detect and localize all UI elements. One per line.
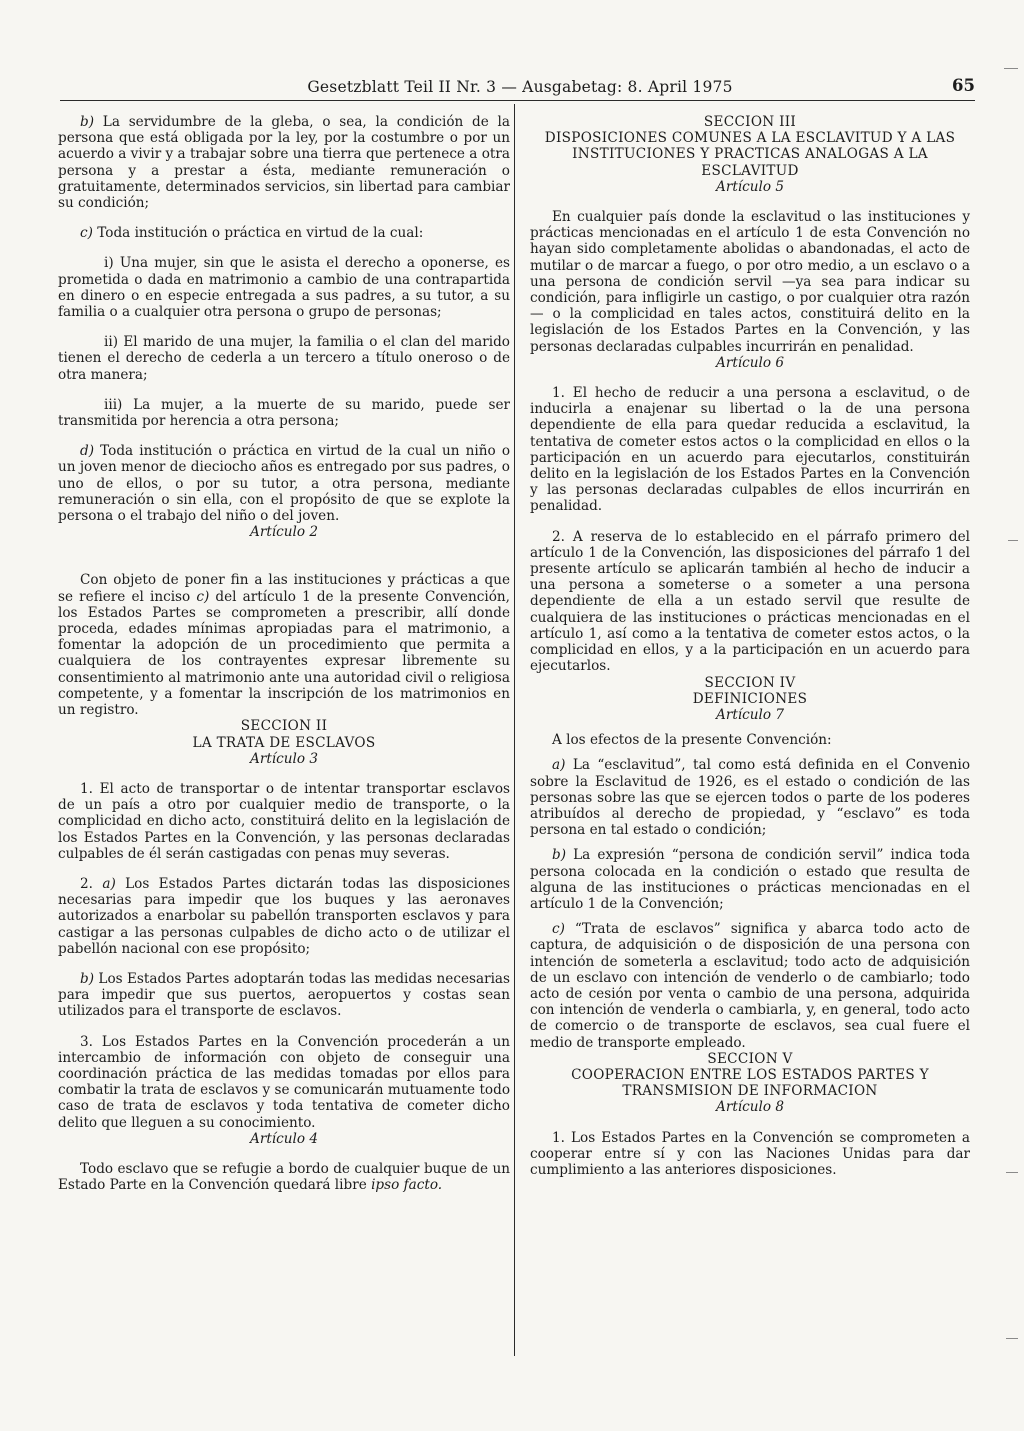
article-2-text: Con objeto de poner fin a las instituciones y prácticas a que se refiere el inciso c) del artículo 1 de la presente Convención, los Estados Partes se comprometen a prescribir, allí donde proceda, edades mínimas apropiadas para el matrimonio, a fomentar la adopción de un procedimiento que permita a cualquiera de los contrayentes expresar libremente su consentimiento al matrimonio ante una autoridad civil o religiosa competente, y a fomentar la inscripción de los matrimonios en un registro.	[58, 572, 511, 719]
left-column	[58, 114, 510, 1193]
paragraph-b: b) La servidumbre de la gleba, o sea, la condición de la persona que está obligada por la ley, por la costumbre o por un acuerdo a vivir y a trabajar sobre una tierra que pertenece a otra persona y a prestar a ésta, mediante remuneración o gratuitamente, determinados servicios, sin libertad para cambiar su condición;	[58, 114, 510, 212]
article-6-para-1: 1. El hecho de reducir a una persona a esclavitud, o de inducirla a enajenar su libertad o la de una persona dependiente de ella para quedar reducida a esclavitud, la tentativa de cometer estos actos o la complicidad en ellos o la participación en un acuerdo para ejecutarlos, constituirán delito en la legislación de los Estados Partes en la Convención y las personas declaradas culpables de ellos incurrirán en penalidad.	[530, 385, 970, 515]
section-2-heading: SECCION II	[240, 718, 328, 735]
section-3-heading: SECCION III	[703, 114, 797, 130]
article-4-title: Artículo 4	[250, 1130, 318, 1147]
section-5-title: COOPERACION ENTRE LOS ESTADOS PARTES Y TRANSMISION DE INFORMACION	[571, 1066, 929, 1100]
article-5-title: Artículo 5	[716, 178, 784, 195]
article-3-title: Artículo 3	[250, 750, 318, 767]
right-column	[530, 114, 970, 1178]
article-8-title: Artículo 8	[716, 1099, 784, 1116]
article-7-a: a) La “esclavitud”, tal como está definida en el Convenio sobre la Esclavitud de 1926, es el estado o condición de las personas sobre las que se ejercen todos o parte de los poderes atribuídos al derecho de propiedad, y “esclavo” es toda persona en tal estado o condición;	[530, 757, 971, 839]
section-4-heading: SECCION IV	[704, 674, 796, 691]
article-5-text: En cualquier país donde la esclavitud o las instituciones y prácticas mencionadas en el artículo 1 de esta Convención no hayan sido completamente abolidas o abandonadas, el acto de mutilar o de marcar a fuego, o por otro medio, a un esclavo o a una persona de condición servil —ya sea para indicar su condición, para infligirle un castigo, o por cualquier otra razón — o la complicidad en tales actos, constituirá delito en la legislación de los Estados Partes en la Convención, y las personas declaradas culpables incurrirán en penalidad.	[530, 209, 970, 355]
article-3-para-2a: 2. a) Los Estados Partes dictarán todas las disposiciones necesarias para impedir que los buques y las aeronaves autorizados a enarbolar su pabellón transporten esclavos y para castigar a las personas culpables de dicho acto o de utilizar el pabellón nacional con ese propósito;	[58, 875, 510, 957]
article-2-title: Artículo 2	[250, 524, 318, 541]
scan-mark	[1008, 540, 1018, 541]
paragraph-c-iii: iii) La mujer, a la muerte de su marido, puede ser transmitida por herencia a otra persona;	[58, 396, 510, 430]
article-6-title: Artículo 6	[716, 354, 784, 371]
section-4-title: DEFINICIONES	[692, 690, 808, 707]
scan-mark	[1004, 68, 1018, 69]
paragraph-c-i: i) Una mujer, sin que le asista el derecho a oponerse, es prometida o dada en matrimonio a cambio de una contrapartida en dinero o en especie entregada a sus padres, a su tutor, a su familia o a cualquier otra persona o grupo de personas;	[58, 255, 510, 321]
scan-mark	[1006, 1172, 1018, 1173]
scan-mark	[1006, 1338, 1018, 1339]
column-divider	[514, 104, 515, 1356]
article-7-intro: A los efectos de la presente Convención:	[552, 732, 832, 749]
paragraph-c-ii: ii) El marido de una mujer, la familia o el clan del marido tienen el derecho de cederla a un tercero a título oneroso o de otra manera;	[58, 334, 510, 383]
article-4-text: Todo esclavo que se refugie a bordo de cualquier buque de un Estado Parte en la Convención quedará libre ipso facto.	[58, 1160, 510, 1194]
header-rule	[60, 100, 975, 101]
article-6-para-2: 2. A reserva de lo establecido en el párrafo primero del artículo 1 de la Convención, las disposiciones del párrafo 1 del presente artículo se aplicarán también al hecho de inducir a una persona a someterse o a someter a una persona dependiente de ella a un estado servil que resulte de cualquiera de las instituciones o prácticas mencionadas en el artículo 1, así como a la tentativa de cometer estos actos, o la complicidad en ellos, y a la participación en un acuerdo para ejecutarlos.	[530, 528, 970, 675]
article-7-c: c) “Trata de esclavos” significa y abarca todo acto de captura, de adquisición o de disposición de una persona con intención de someterla a esclavitud; todo acto de adquisición de un esclavo con intención de venderlo o de cambiarlo; todo acto de cesión por venta o cambio de una persona, adquirida con intención de venderla o cambiarla, y, en general, todo acto de comercio o de transporte de esclavos, sea cual fuere el medio de transporte empleado.	[530, 921, 970, 1051]
article-7-title: Artículo 7	[716, 706, 784, 723]
article-3-para-2b: b) Los Estados Partes adoptarán todas las medidas necesarias para impedir que sus puertos, aeropuertos y costas sean utilizados para el transporte de esclavos.	[58, 970, 511, 1020]
section-3-title: DISPOSICIONES COMUNES A LA ESCLAVITUD Y A LAS INSTITUCIONES Y PRACTICAS ANALOGAS A LA ESCLAVITUD	[544, 130, 956, 179]
article-3-para-3: 3. Los Estados Partes en la Convención procederán a un intercambio de información con objeto de conseguir una coordinación práctica de las medidas tomadas por ellos para combatir la trata de esclavos y se comunicarán mutuamente todo caso de trata de esclavos y toda tentativa de cometer dicho delito que lleguen a su conocimiento.	[58, 1033, 510, 1131]
paragraph-c: c) Toda institución o práctica en virtud de la cual:	[80, 225, 424, 242]
section-2-title: LA TRATA DE ESCLAVOS	[192, 734, 376, 751]
article-8-para-1: 1. Los Estados Partes en la Convención se comprometen a cooperar entre sí y con las Naciones Unidas para dar cumplimiento a las anteriores disposiciones.	[530, 1129, 970, 1178]
page-number: 65	[952, 76, 975, 95]
article-7-b: b) La expresión “persona de condición servil” indica toda persona colocada en la condición o estado que resulta de alguna de las instituciones o prácticas mencionadas en el artículo 1 de la Convención;	[530, 847, 970, 912]
article-3-para-1: 1. El acto de transportar o de intentar transportar esclavos de un país a otro por cualquier medio de transporte, o la complicidad en dicho acto, constituirá delito en la legislación de los Estados Partes en la Convención, y las personas declaradas culpables de él serán castigadas con penas muy severas.	[58, 780, 510, 862]
section-5-heading: SECCION V	[707, 1050, 793, 1067]
header-title: Gesetzblatt Teil II Nr. 3 — Ausgabetag: 8. April 1975	[307, 78, 733, 96]
paragraph-d: d) Toda institución o práctica en virtud de la cual un niño o un joven menor de dieciocho años es entregado por sus padres, o uno de ellos, o por su tutor, a otra persona, mediante remuneración o sin ella, con el propósito de que se explote la persona o el trabajo del niño o del joven.	[58, 443, 511, 525]
page-header	[60, 76, 975, 100]
